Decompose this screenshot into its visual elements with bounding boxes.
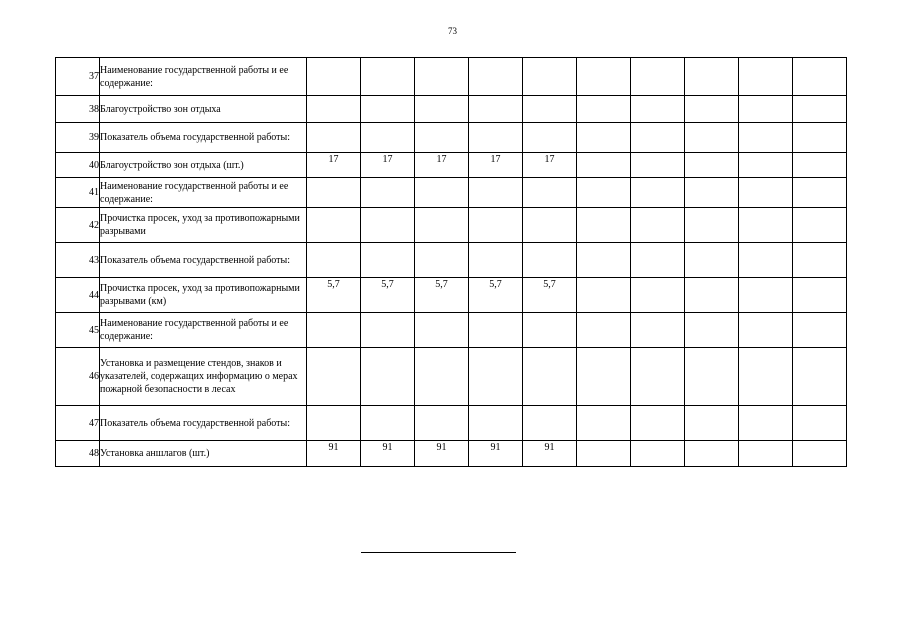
value-cell [739,406,793,441]
value-cell [793,123,847,153]
value-cell [631,123,685,153]
value-cell [631,58,685,96]
value-cell [523,208,577,243]
value-cell [685,58,739,96]
table-body [56,58,847,467]
value-cell [577,153,631,178]
value-cell [739,96,793,123]
value-cell [415,58,469,96]
value-cell [739,58,793,96]
value-cell [361,58,415,96]
value-cell: 17 [469,153,523,178]
value-cell [523,243,577,278]
row-number: 46 [56,348,100,406]
value-cell [307,313,361,348]
value-cell [631,406,685,441]
value-cell: 5,7 [469,278,523,313]
value-cell [739,313,793,348]
value-cell [685,441,739,467]
value-cell [469,243,523,278]
value-cell [469,58,523,96]
table-row [56,123,847,153]
value-cell [577,441,631,467]
value-cell: 91 [361,441,415,467]
value-cell [685,208,739,243]
data-table [55,57,847,467]
table-row [56,153,847,178]
row-number: 45 [56,313,100,348]
value-cell [631,278,685,313]
table-row [56,313,847,348]
row-name: Благоустройство зон отдыха (шт.) [100,153,307,178]
value-cell: 5,7 [523,278,577,313]
value-cell [631,348,685,406]
value-cell [793,153,847,178]
row-number: 48 [56,441,100,467]
value-cell [793,313,847,348]
value-cell [415,313,469,348]
value-cell [685,313,739,348]
table-row [56,278,847,313]
value-cell: 91 [415,441,469,467]
value-cell [631,96,685,123]
row-number: 37 [56,58,100,96]
value-cell [631,178,685,208]
table-row [56,441,847,467]
value-cell [685,178,739,208]
value-cell [577,243,631,278]
value-cell: 17 [361,153,415,178]
row-name: Установка аншлагов (шт.) [100,441,307,467]
value-cell [361,348,415,406]
value-cell [739,153,793,178]
value-cell [415,96,469,123]
table-row [56,243,847,278]
footnote-separator [361,552,516,553]
value-cell: 91 [307,441,361,467]
value-cell [793,243,847,278]
value-cell [523,406,577,441]
table-row [56,58,847,96]
value-cell [685,348,739,406]
row-number: 42 [56,208,100,243]
value-cell [307,123,361,153]
value-cell [523,58,577,96]
value-cell: 91 [469,441,523,467]
value-cell [469,123,523,153]
row-name: Прочистка просек, уход за противопожарными разрывами (км) [100,278,307,313]
value-cell [469,313,523,348]
value-cell [523,313,577,348]
value-cell: 5,7 [415,278,469,313]
value-cell [685,123,739,153]
row-name: Наименование государственной работы и ее содержание: [100,58,307,96]
row-number: 39 [56,123,100,153]
value-cell [793,96,847,123]
value-cell: 17 [307,153,361,178]
value-cell: 17 [523,153,577,178]
row-name: Благоустройство зон отдыха [100,96,307,123]
value-cell [307,243,361,278]
row-number: 41 [56,178,100,208]
value-cell [523,348,577,406]
value-cell: 91 [523,441,577,467]
value-cell [739,348,793,406]
row-number: 44 [56,278,100,313]
table-row [56,208,847,243]
value-cell [685,96,739,123]
value-cell [739,441,793,467]
value-cell [307,208,361,243]
value-cell [361,243,415,278]
value-cell [469,178,523,208]
value-cell: 5,7 [307,278,361,313]
value-cell [415,243,469,278]
page-number: 73 [448,26,457,36]
value-cell [631,153,685,178]
value-cell [415,406,469,441]
value-cell [793,278,847,313]
row-number: 43 [56,243,100,278]
value-cell [739,178,793,208]
value-cell [793,208,847,243]
value-cell [685,278,739,313]
value-cell [739,208,793,243]
row-name: Установка и размещение стендов, знаков и указателей, содержащих информацию о мерах пожарной безопасности в лесах [100,348,307,406]
value-cell [361,96,415,123]
value-cell: 17 [415,153,469,178]
value-cell [361,406,415,441]
value-cell [739,278,793,313]
value-cell [739,243,793,278]
value-cell [577,123,631,153]
value-cell [793,348,847,406]
value-cell [307,96,361,123]
value-cell [307,178,361,208]
value-cell [793,441,847,467]
value-cell [523,96,577,123]
row-number: 47 [56,406,100,441]
table-row [56,96,847,123]
value-cell [577,313,631,348]
row-name: Прочистка просек, уход за противопожарными разрывами [100,208,307,243]
value-cell [415,123,469,153]
row-name: Показатель объема государственной работы: [100,406,307,441]
value-cell [415,208,469,243]
row-name: Показатель объема государственной работы: [100,123,307,153]
value-cell: 5,7 [361,278,415,313]
value-cell [577,178,631,208]
value-cell [307,58,361,96]
value-cell [685,243,739,278]
value-cell [307,348,361,406]
table-row [56,406,847,441]
value-cell [523,123,577,153]
row-name: Наименование государственной работы и ее содержание: [100,178,307,208]
row-number: 38 [56,96,100,123]
value-cell [631,208,685,243]
value-cell [577,348,631,406]
row-number: 40 [56,153,100,178]
value-cell [469,96,523,123]
value-cell [361,178,415,208]
value-cell [361,123,415,153]
value-cell [307,406,361,441]
value-cell [793,58,847,96]
row-name: Показатель объема государственной работы: [100,243,307,278]
value-cell [523,178,577,208]
value-cell [793,406,847,441]
row-name: Наименование государственной работы и ее содержание: [100,313,307,348]
value-cell [415,178,469,208]
value-cell [685,153,739,178]
value-cell [361,313,415,348]
table-row [56,348,847,406]
value-cell [685,406,739,441]
value-cell [793,178,847,208]
value-cell [469,348,523,406]
value-cell [415,348,469,406]
value-cell [361,208,415,243]
value-cell [577,208,631,243]
value-cell [577,96,631,123]
value-cell [631,243,685,278]
value-cell [577,406,631,441]
value-cell [739,123,793,153]
value-cell [577,278,631,313]
value-cell [469,208,523,243]
value-cell [469,406,523,441]
value-cell [631,441,685,467]
value-cell [577,58,631,96]
table-row [56,178,847,208]
value-cell [631,313,685,348]
